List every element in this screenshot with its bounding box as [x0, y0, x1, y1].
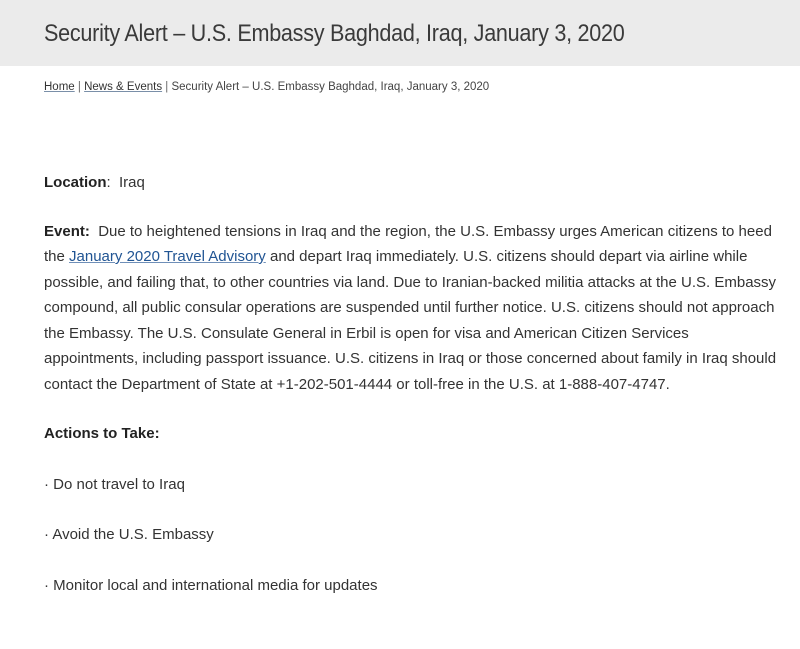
- event-text-before-link: Due to heightened tensions in Iraq and the region, the U.S. Embassy urges American citizens to heed the: [44, 222, 772, 265]
- location-paragraph: [44, 170, 784, 196]
- event-label: Event:: [44, 222, 90, 240]
- action-item: [44, 573, 784, 599]
- location-value: Iraq: [119, 174, 145, 191]
- page-title: Security Alert – U.S. Embassy Baghdad, Iraq, January 3, 2020: [44, 20, 625, 47]
- bullet-icon: ·: [44, 526, 49, 543]
- event-text-after-link: and depart Iraq immediately. U.S. citizens should depart via airline while possible, and failing that, to other countries via land. Due to Iranian-backed militia attacks at the U.S. Embassy compound, all public consular operations are suspended until further notice. U.S. citizens should not approach the Embassy. The U.S. Consulate General in Erbil is open for visa and American Citizen Services appointments, including passport issuance. U.S. citizens in Iraq or those concerned about family in Iraq should contact the Department of State at +1-202-501-4444 or toll-free in the U.S. at 1-888-407-4747.: [44, 248, 777, 393]
- location-colon: :: [106, 174, 111, 191]
- actions-heading: Actions to Take:: [44, 425, 160, 442]
- action-item-text: Monitor local and international media for updates: [53, 576, 378, 594]
- article-body: [44, 170, 784, 598]
- breadcrumb-separator: |: [165, 81, 169, 93]
- bullet-icon: ·: [44, 475, 49, 493]
- breadcrumb-separator: |: [77, 81, 81, 93]
- breadcrumb-home-link[interactable]: Home: [44, 81, 75, 93]
- bullet-icon: ·: [44, 576, 49, 594]
- action-item: [44, 472, 784, 498]
- action-item: [44, 522, 784, 548]
- action-item-text: Do not travel to Iraq: [53, 475, 185, 493]
- breadcrumb: [44, 79, 489, 95]
- action-item-text: Avoid the U.S. Embassy: [52, 526, 214, 543]
- page-header: [0, 0, 800, 66]
- travel-advisory-link[interactable]: January 2020 Travel Advisory: [69, 248, 266, 265]
- breadcrumb-news-events-link[interactable]: News & Events: [84, 81, 163, 93]
- event-paragraph: [44, 219, 784, 398]
- location-label: Location: [44, 174, 107, 191]
- breadcrumb-current: Security Alert – U.S. Embassy Baghdad, Iraq, January 3, 2020: [171, 81, 490, 93]
